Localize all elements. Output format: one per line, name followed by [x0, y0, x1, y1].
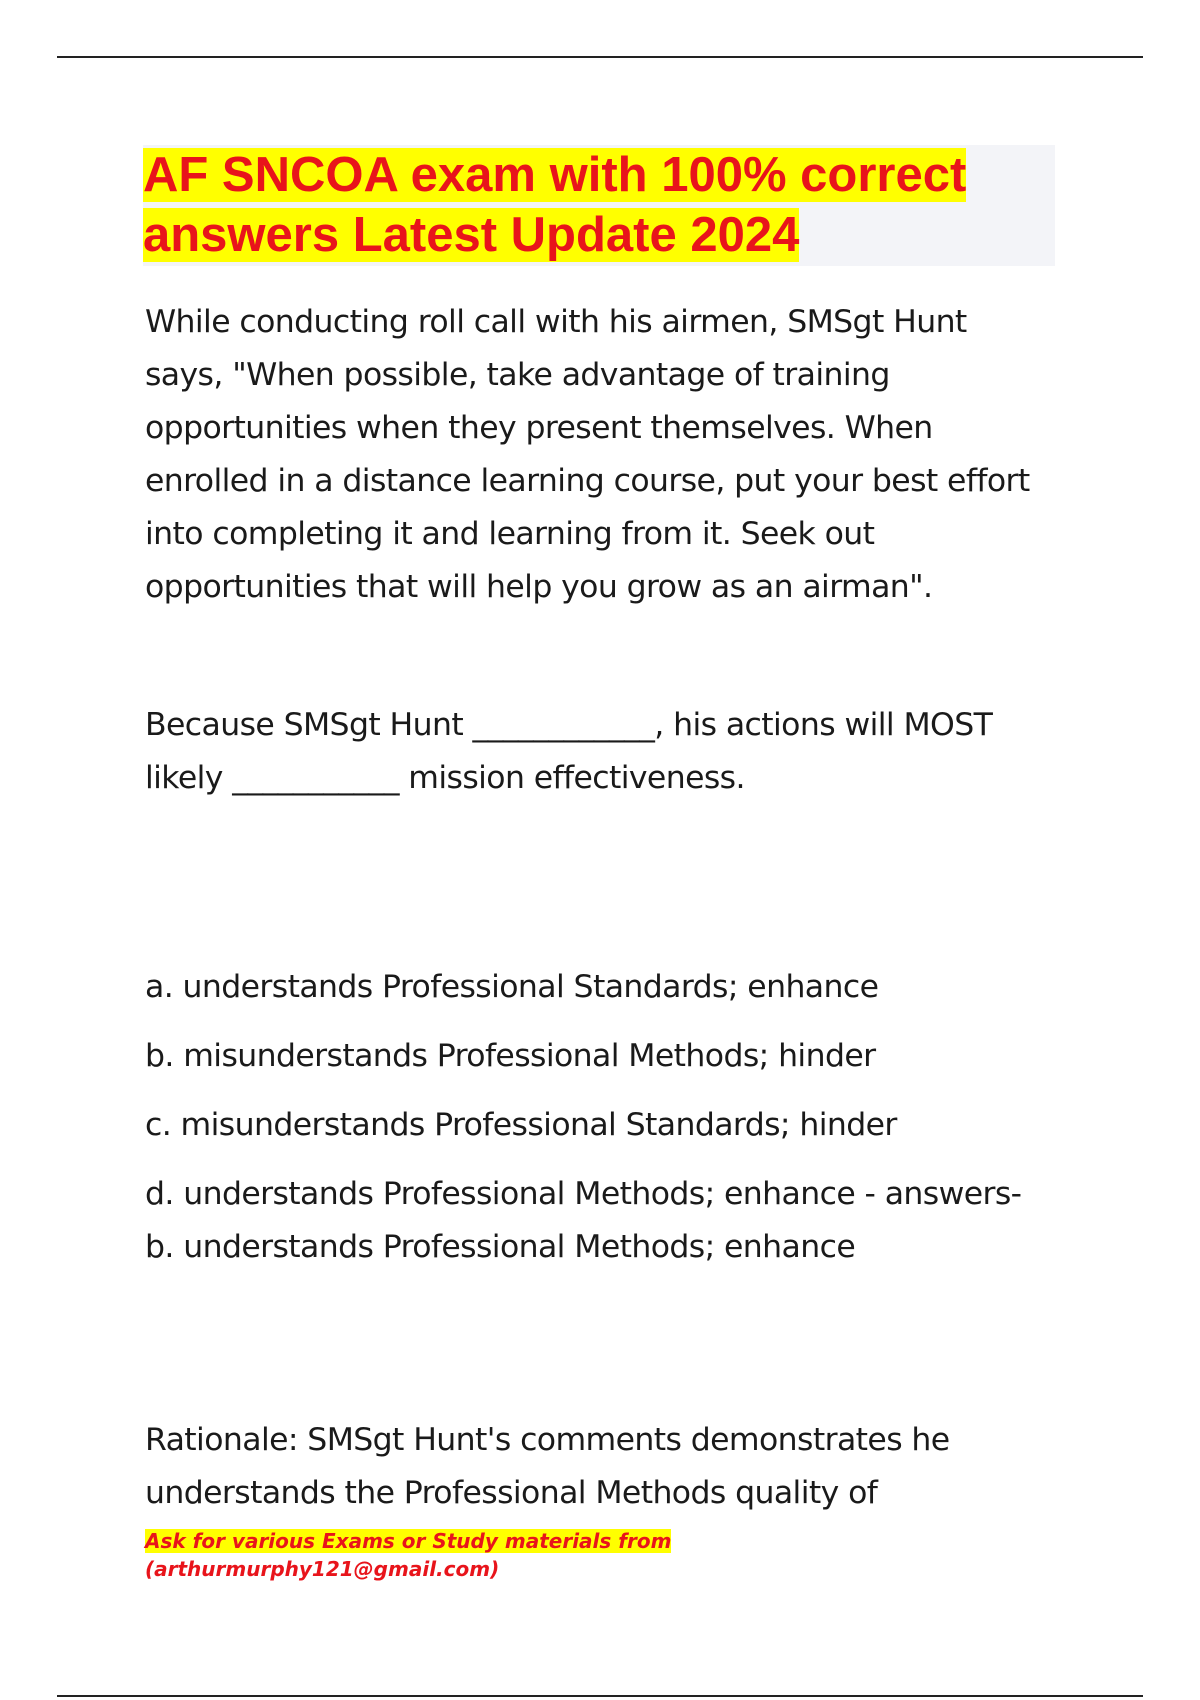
document-title-line-2: answers Latest Update 2024 — [143, 208, 800, 262]
footer-note — [145, 1527, 845, 1583]
option-b: b. misunderstands Professional Methods; hinder — [145, 1038, 876, 1074]
document-title — [143, 145, 1055, 265]
footer-note-email: (arthurmurphy121@gmail.com) — [145, 1557, 500, 1581]
bottom-divider — [57, 1695, 1143, 1697]
question-text: While conducting roll call with his airmen, SMSgt Hunt says, "When possible, take advantage of training opportunities when they present themselves. When enrolled in a distance learning course, put your best effort into completing it and learning from it. Seek out opportunities that will help you grow as an airman". — [145, 304, 1030, 605]
footer-note-line-1: Ask for various Exams or Study materials from — [145, 1529, 672, 1553]
document-title-line-1: AF SNCOA exam with 100% correct — [143, 148, 967, 202]
option-c: c. misunderstands Professional Standards; hinder — [145, 1107, 897, 1143]
option-d: d. understands Professional Methods; enhance - answers-b. understands Professional Methods; enhance — [145, 1176, 1022, 1265]
top-divider — [57, 56, 1143, 58]
question-prompt: Because SMSgt Hunt ____________, his actions will MOST likely ___________ mission effectiveness. — [145, 707, 993, 796]
option-a: a. understands Professional Standards; enhance — [145, 969, 879, 1005]
answer-options — [145, 961, 1045, 1290]
title-block — [143, 145, 1055, 266]
rationale-text: Rationale: SMSgt Hunt's comments demonstrates he understands the Professional Methods quality of — [145, 1422, 950, 1511]
